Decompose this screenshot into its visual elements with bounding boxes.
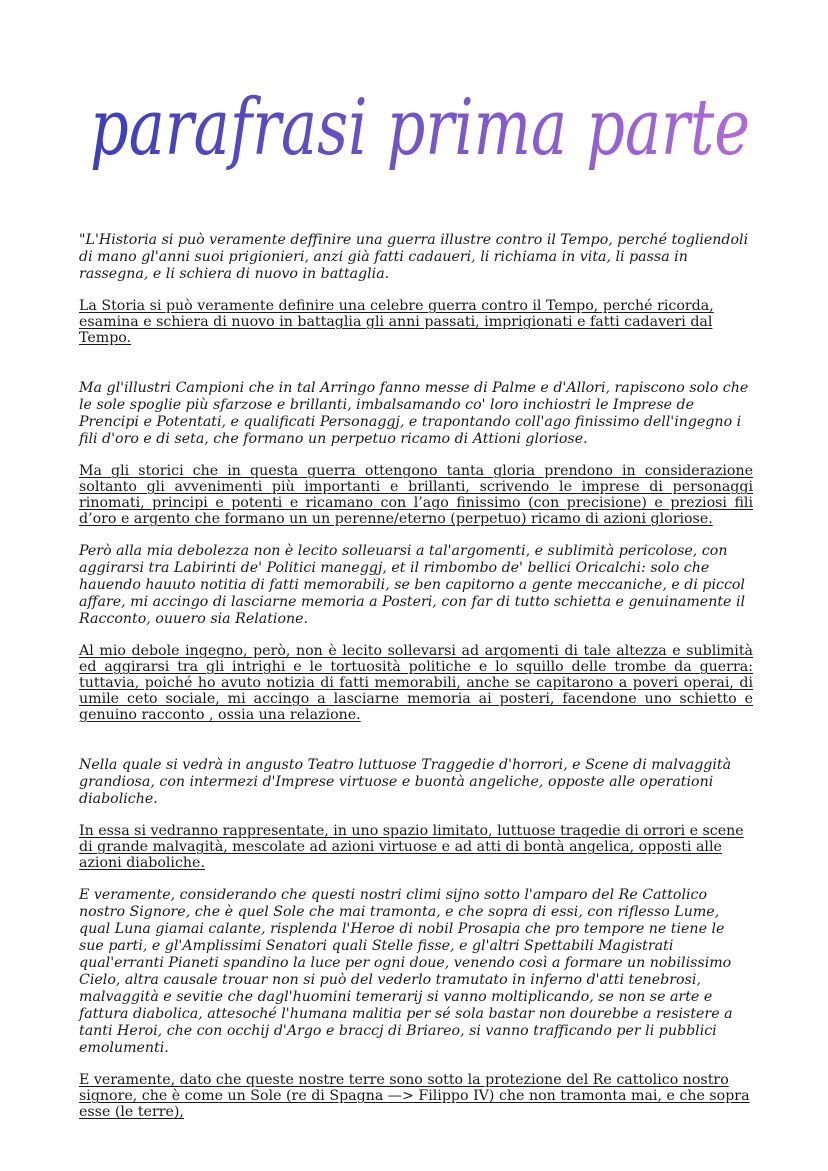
title-script <box>80 78 760 198</box>
translation-paragraph-3: Al mio debole ingegno, però, non è lecito sollevarsi ad argomenti di tale altezza e sublimità ed aggirarsi tra gli intrighi e le tortuosità politiche e lo squillo delle trombe da guerra: tuttavia, poiché ho avuto notizia di fatti memorabili, anche se capitarono a poveri operai, di umile ceto sociale, mi accingo a lasciarne memoria ai posteri, facendone uno schietto e genuino racconto , ossia una relazione. <box>79 643 753 723</box>
translation-paragraph-2: Ma gli storici che in questa guerra ottengono tanta gloria prendono in considerazione soltanto gli avvenimenti più importanti e brillanti, scrivendo le imprese di personaggi rinomati, principi e potenti e ricamano con l’ago finissimo (con precisione) e preziosi fili d’oro e argento che formano un un perenne/eterno (perpetuo) ricamo di azioni gloriose. <box>79 463 753 527</box>
translation-paragraph-4: In essa si vedranno rappresentate, in uno spazio limitato, luttuose tragedie di orrori e scene di grande malvagità, mescolate ad azioni virtuose e ad atti di bontà angelica, opposti alle azioni diaboliche. <box>79 823 744 871</box>
original-paragraph-4: Nella quale si vedrà in angusto Teatro luttuose Traggedie d'horrori, e Scene di malvaggità grandiosa, con intermezi d'Imprese virtuose e buontà angeliche, opposte alle operationi diaboliche. <box>79 757 732 807</box>
document-body <box>79 232 753 1120</box>
original-paragraph-3: Però alla mia debolezza non è lecito solleuarsi a tal'argomenti, e sublimità pericolose, con aggirarsi tra Labirinti de' Politici maneggj, et il rimbombo de' bellici Oricalchi: solo che hauendo hauuto notitia di fatti memorabili, se ben capitorno a gente meccaniche, e di piccol affare, mi accingo di lasciarne memoria a Posteri, con far di tutto schietta e genuinamente il Racconto, ouuero sia Relatione. <box>79 543 746 627</box>
translation-paragraph-5: E veramente, dato che queste nostre terre sono sotto la protezione del Re cattolico nostro signore, che è come un Sole (re di Spagna —> Filippo IV) che non tramonta mai, e che sopra esse (le terre), <box>79 1072 750 1120</box>
page-title <box>80 78 760 198</box>
original-paragraph-2: Ma gl'illustri Campioni che in tal Arringo fanno messe di Palme e d'Allori, rapiscono solo che le sole spoglie più sfarzose e brillanti, imbalsamando co' loro inchiostri le Imprese de Prencipi e Potentati, e qualificati Personaggj, e trapontando coll'ago finissimo dell'ingegno i fili d'oro e di seta, che formano un perpetuo ricamo di Attioni gloriose. <box>79 380 749 447</box>
original-paragraph-5: E veramente, considerando che questi nostri climi sijno sotto l'amparo del Re Cattolico nostro Signore, che è quel Sole che mai tramonta, e che sopra di essi, con riflesso Lume, qual Luna giamai calante, risplenda l'Heroe di nobil Prosapia che pro tempore ne tiene le sue parti, e gl'Amplissimi Senatori quali Stelle fisse, e gl'altri Spettabili Magistrati qual'erranti Pianeti spandino la luce per ogni doue, venendo così a formare un nobilissimo Cielo, altra causale trouar non si può del vederlo tramutato in inferno d'atti tenebrosi, malvaggità e sevitie che dagl'huomini temerarij si vanno moltiplicando, se non se arte e fattura diabolica, attesoché l'humana malitia per sé sola bastar non dourebbe a resistere a tanti Heroi, che con occhij d'Argo e braccj di Briareo, si vanno trafficando per li pubblici emolumenti. <box>79 887 733 1056</box>
original-paragraph-1: "L'Historia si può veramente deffinire una guerra illustre contro il Tempo, perché togliendoli di mano gl'anni suoi prigionieri, anzi già fatti cadaueri, li richiama in vita, li passa in rassegna, e li schiera di nuovo in battaglia. <box>79 232 749 282</box>
translation-paragraph-1: La Storia si può veramente definire una celebre guerra contro il Tempo, perché ricorda, esamina e schiera di nuovo in battaglia gli anni passati, imprigionati e fatti cadaveri dal Tempo. <box>79 298 714 346</box>
title-text: parafrasi prima parte <box>90 83 750 173</box>
